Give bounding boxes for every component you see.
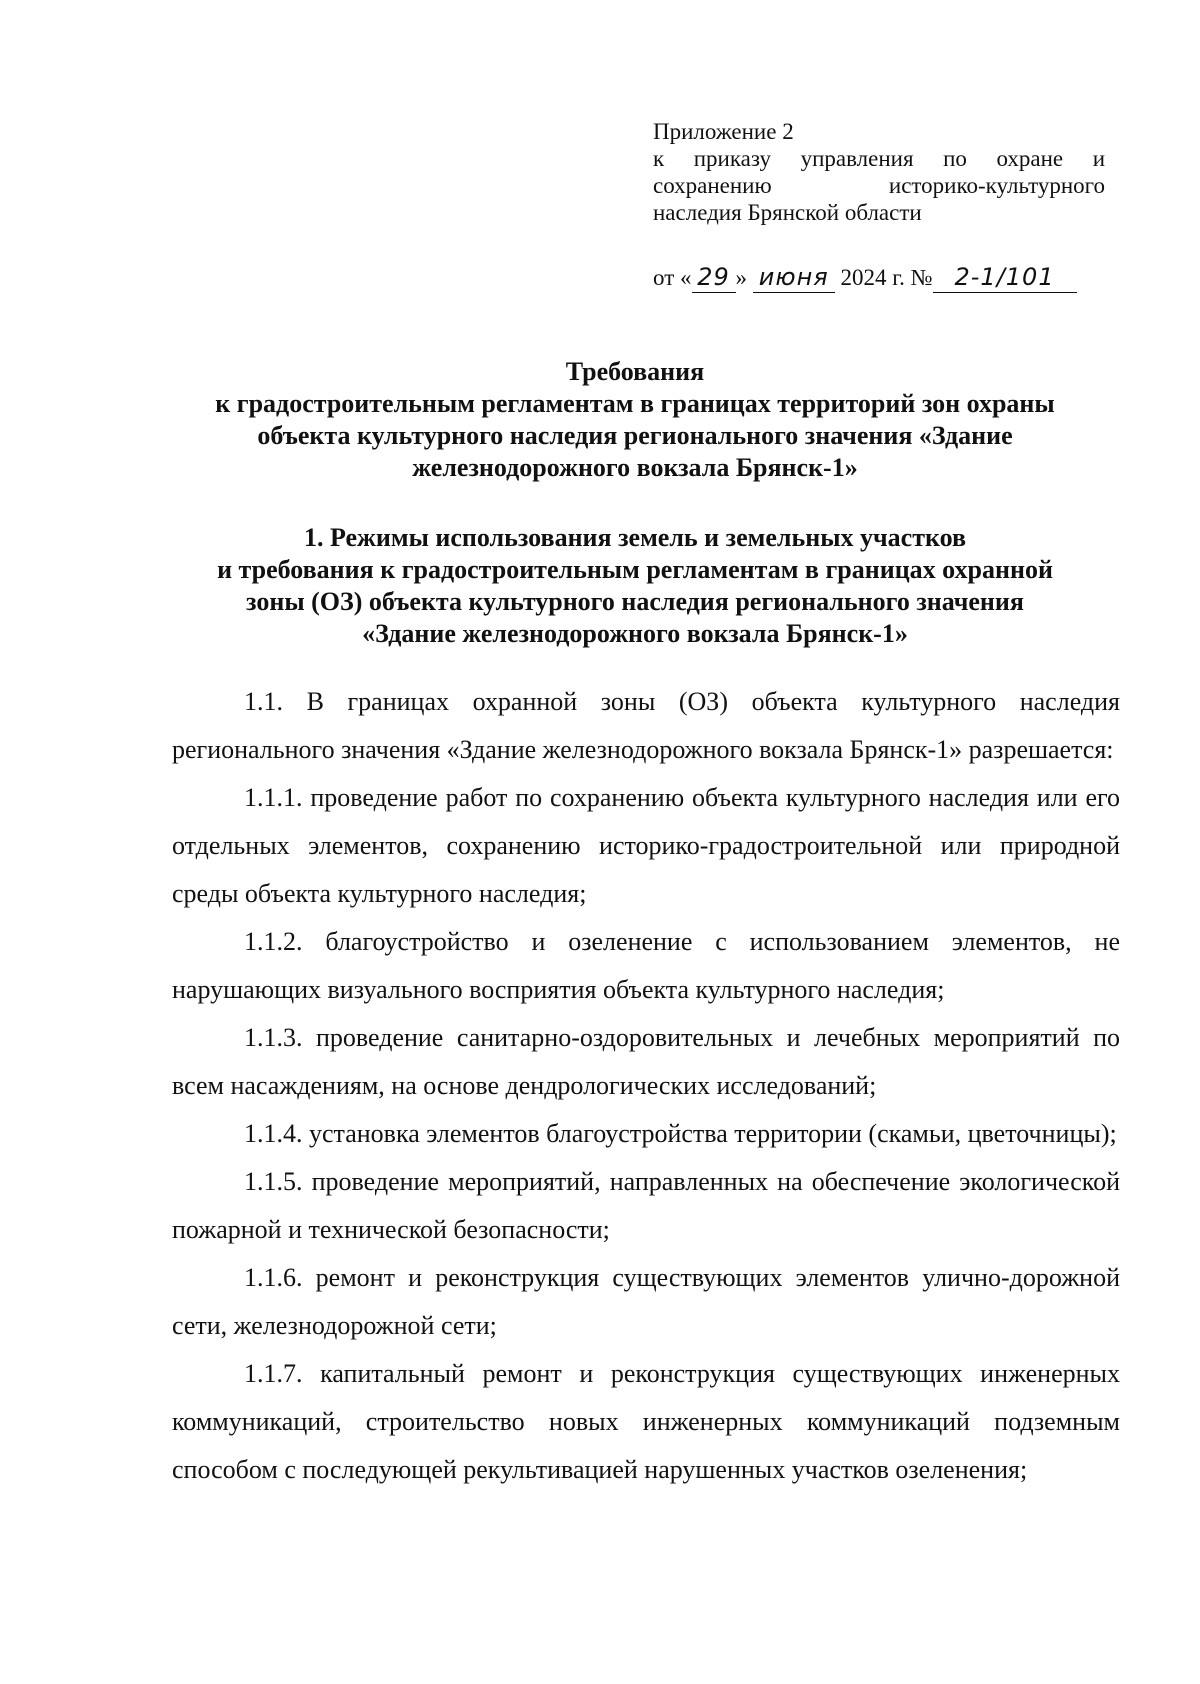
appendix-line-3: наследия Брянской области (653, 200, 922, 225)
order-day-handwritten: 29 (692, 262, 736, 293)
appendix-line-2: сохранению историко-культурного (653, 173, 1105, 198)
paragraph-1-1: 1.1. В границах охранной зоны (ОЗ) объекта культурного наследия регионального значения «Здание железнодорожного вокзала Брянск-1» разрешается: (172, 687, 1120, 764)
order-date-number (653, 262, 1077, 293)
section-line-3: зоны (ОЗ) объекта культурного наследия регионального значения (246, 587, 1024, 616)
paragraph-1-1-3: 1.1.3. проведение санитарно-оздоровительных и лечебных мероприятий по всем насаждениям, на основе дендрологических исследований; (172, 1023, 1120, 1100)
paragraph-1-1-5: 1.1.5. проведение мероприятий, направленных на обеспечение экологической пожарной и технической безопасности; (172, 1167, 1120, 1244)
order-number-handwritten: 2-1/101 (933, 262, 1077, 293)
order-month-handwritten: июня (753, 262, 835, 293)
order-mid: » (735, 265, 747, 290)
title-line-3: железнодорожного вокзала Брянск-1» (412, 453, 858, 482)
appendix-line-1: к приказу управления по охране и (653, 146, 1105, 171)
paragraph-1-1-4: 1.1.4. установка элементов благоустройства территории (скамьи, цветочницы); (244, 1119, 1117, 1148)
order-prefix: от « (653, 265, 692, 290)
section-line-1: 1. Режимы использования земель и земельных участков (303, 523, 967, 552)
section-line-2: и требования к градостроительным регламентам в границах охранной (217, 555, 1053, 584)
paragraph-1-1-6: 1.1.6. ремонт и реконструкция существующих элементов улично-дорожной сети, железнодорожной сети; (172, 1263, 1120, 1340)
document-body (172, 678, 1120, 1494)
order-year-text: 2024 г. № (840, 265, 933, 290)
appendix-title: Приложение 2 (653, 119, 794, 144)
document-title (170, 356, 1100, 484)
title-line-2: объекта культурного наследия регионального значения «Здание (257, 421, 1013, 450)
section-heading (170, 522, 1100, 650)
paragraph-1-1-2: 1.1.2. благоустройство и озеленение с использованием элементов, не нарушающих визуального восприятия объекта культурного наследия; (172, 927, 1120, 1004)
appendix-block (653, 118, 1105, 226)
title-line-1: к градостроительным регламентам в границах территорий зон охраны (215, 389, 1055, 418)
title-heading: Требования (565, 357, 705, 386)
paragraph-1-1-7: 1.1.7. капитальный ремонт и реконструкция существующих инженерных коммуникаций, строительство новых инженерных коммуникаций подземным способом с последующей рекультивацией нарушенных участков озеленения; (172, 1359, 1120, 1484)
section-line-4: «Здание железнодорожного вокзала Брянск-1» (362, 619, 908, 648)
paragraph-1-1-1: 1.1.1. проведение работ по сохранению объекта культурного наследия или его отдельных элементов, сохранению историко-градостроительной или природной среды объекта культурного наследия; (172, 783, 1120, 908)
